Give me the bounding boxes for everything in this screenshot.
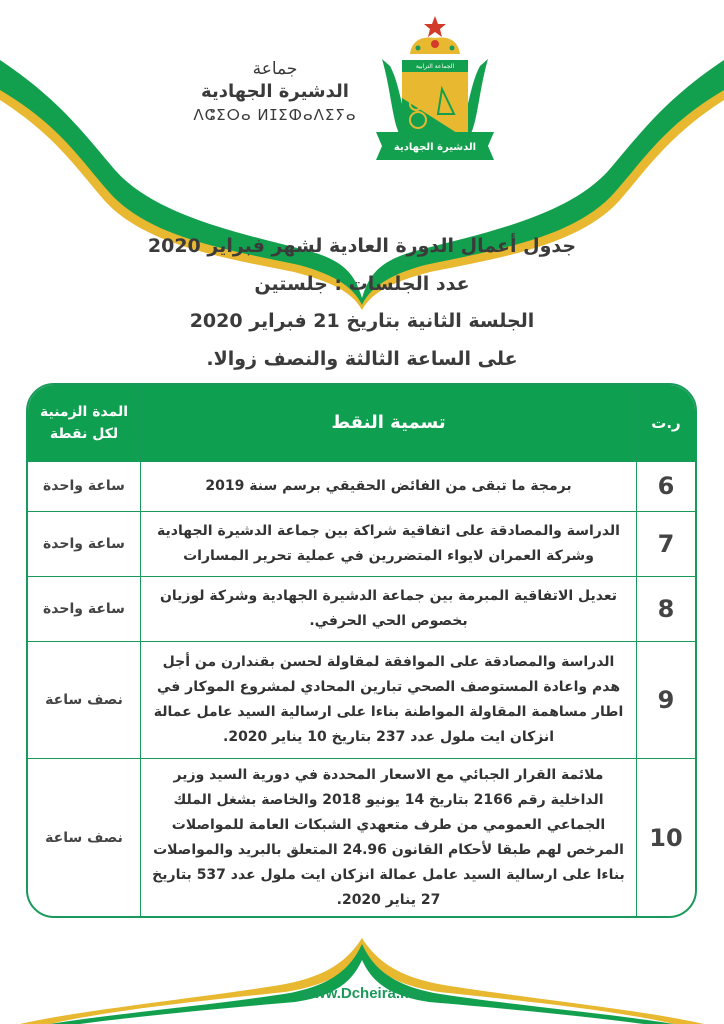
row-number: 8 — [637, 576, 696, 641]
row-number: 7 — [637, 511, 696, 576]
table-header-row — [28, 385, 695, 461]
header-duration — [28, 385, 141, 461]
document-titles — [0, 228, 724, 378]
municipality-line2: الدشيرة الجهادية — [201, 81, 349, 102]
header-duration-line2: لكل نقطة — [49, 425, 119, 442]
municipality-logo — [372, 14, 498, 164]
row-item: الدراسة والمصادقة على الموافقة لمقاولة لحسن بقندارن من أجل هدم واعادة المستوصف الصحي تبارين المحادي لمشروع الموكار في اطار مساهمة المقاولة المواطنة بناءا على ارسالية السيد عامل عمالة انزكان ايت ملول عدد 237 بتاريخ 10 يناير 2020. — [141, 641, 637, 758]
table-row — [28, 511, 695, 576]
row-item: الدراسة والمصادقة على اتفاقية شراكة بين جماعة الدشيرة الجهادية وشركة العمران لايواء المتضررين في عملية تحرير المسارات — [141, 511, 637, 576]
header-item: تسمية النقط — [141, 385, 637, 461]
table-row — [28, 758, 695, 918]
title-session-date: الجلسة الثانية بتاريخ 21 فبراير 2020 — [189, 310, 535, 332]
municipality-name-block — [190, 58, 360, 126]
agenda-table — [26, 383, 697, 918]
row-number: 9 — [637, 641, 696, 758]
municipality-tifinagh: ⴷⵛⵉⵔⴰ ⵍⵊⵉⵀⴰⴷⵉⵢⴰ — [193, 106, 357, 124]
municipality-line1: جماعة — [252, 59, 298, 79]
title-session-time: على الساعة الثالثة والنصف زوالا. — [206, 347, 518, 370]
bottom-arch-decoration — [0, 930, 724, 1024]
table-row — [28, 461, 695, 511]
logo-top-text: الجماعة الترابية — [415, 63, 455, 70]
header-duration-line1: المدة الزمنية — [39, 403, 129, 420]
logo-banner-text: الدشيرة الجهادية — [393, 142, 477, 153]
title-sessions-count: عدد الجلسات : جلستين — [254, 272, 470, 295]
table-row — [28, 576, 695, 641]
row-item: ملائمة القرار الجبائي مع الاسعار المحددة في دورية السيد وزير الداخلية رقم 2166 بتاريخ 14 يونيو 2018 والخاصة بشغل الملك الجماعي العمومي من طرف متعهدي الشبكات العامة للمواصلات المرخص لهم طبقا لأحكام القانون 24.96 المتعلق بالبريد والمواصلات بناءا على ارسالية السيد عامل عمالة انزكان ايت ملول عدد 537 بتاريخ 27 يناير 2020. — [141, 758, 637, 918]
row-duration: نصف ساعة — [28, 758, 141, 918]
row-duration: ساعة واحدة — [28, 461, 141, 511]
table-row — [28, 641, 695, 758]
header-number: ر.ت — [637, 385, 696, 461]
row-duration: ساعة واحدة — [28, 511, 141, 576]
row-duration: نصف ساعة — [28, 641, 141, 758]
title-agenda: جدول أعمال الدورة العادية لشهر فبراير 2020 — [147, 235, 577, 257]
footer-website-link[interactable]: www.Dcheira.ma — [302, 985, 422, 1002]
row-item: تعديل الاتفاقية المبرمة بين جماعة الدشيرة الجهادية وشركة لوزيان بخصوص الحي الحرفي. — [141, 576, 637, 641]
row-number: 10 — [637, 758, 696, 918]
row-duration: ساعة واحدة — [28, 576, 141, 641]
row-number: 6 — [637, 461, 696, 511]
row-item: برمجة ما تبقى من الفائض الحقيقي برسم سنة 2019 — [141, 461, 637, 511]
